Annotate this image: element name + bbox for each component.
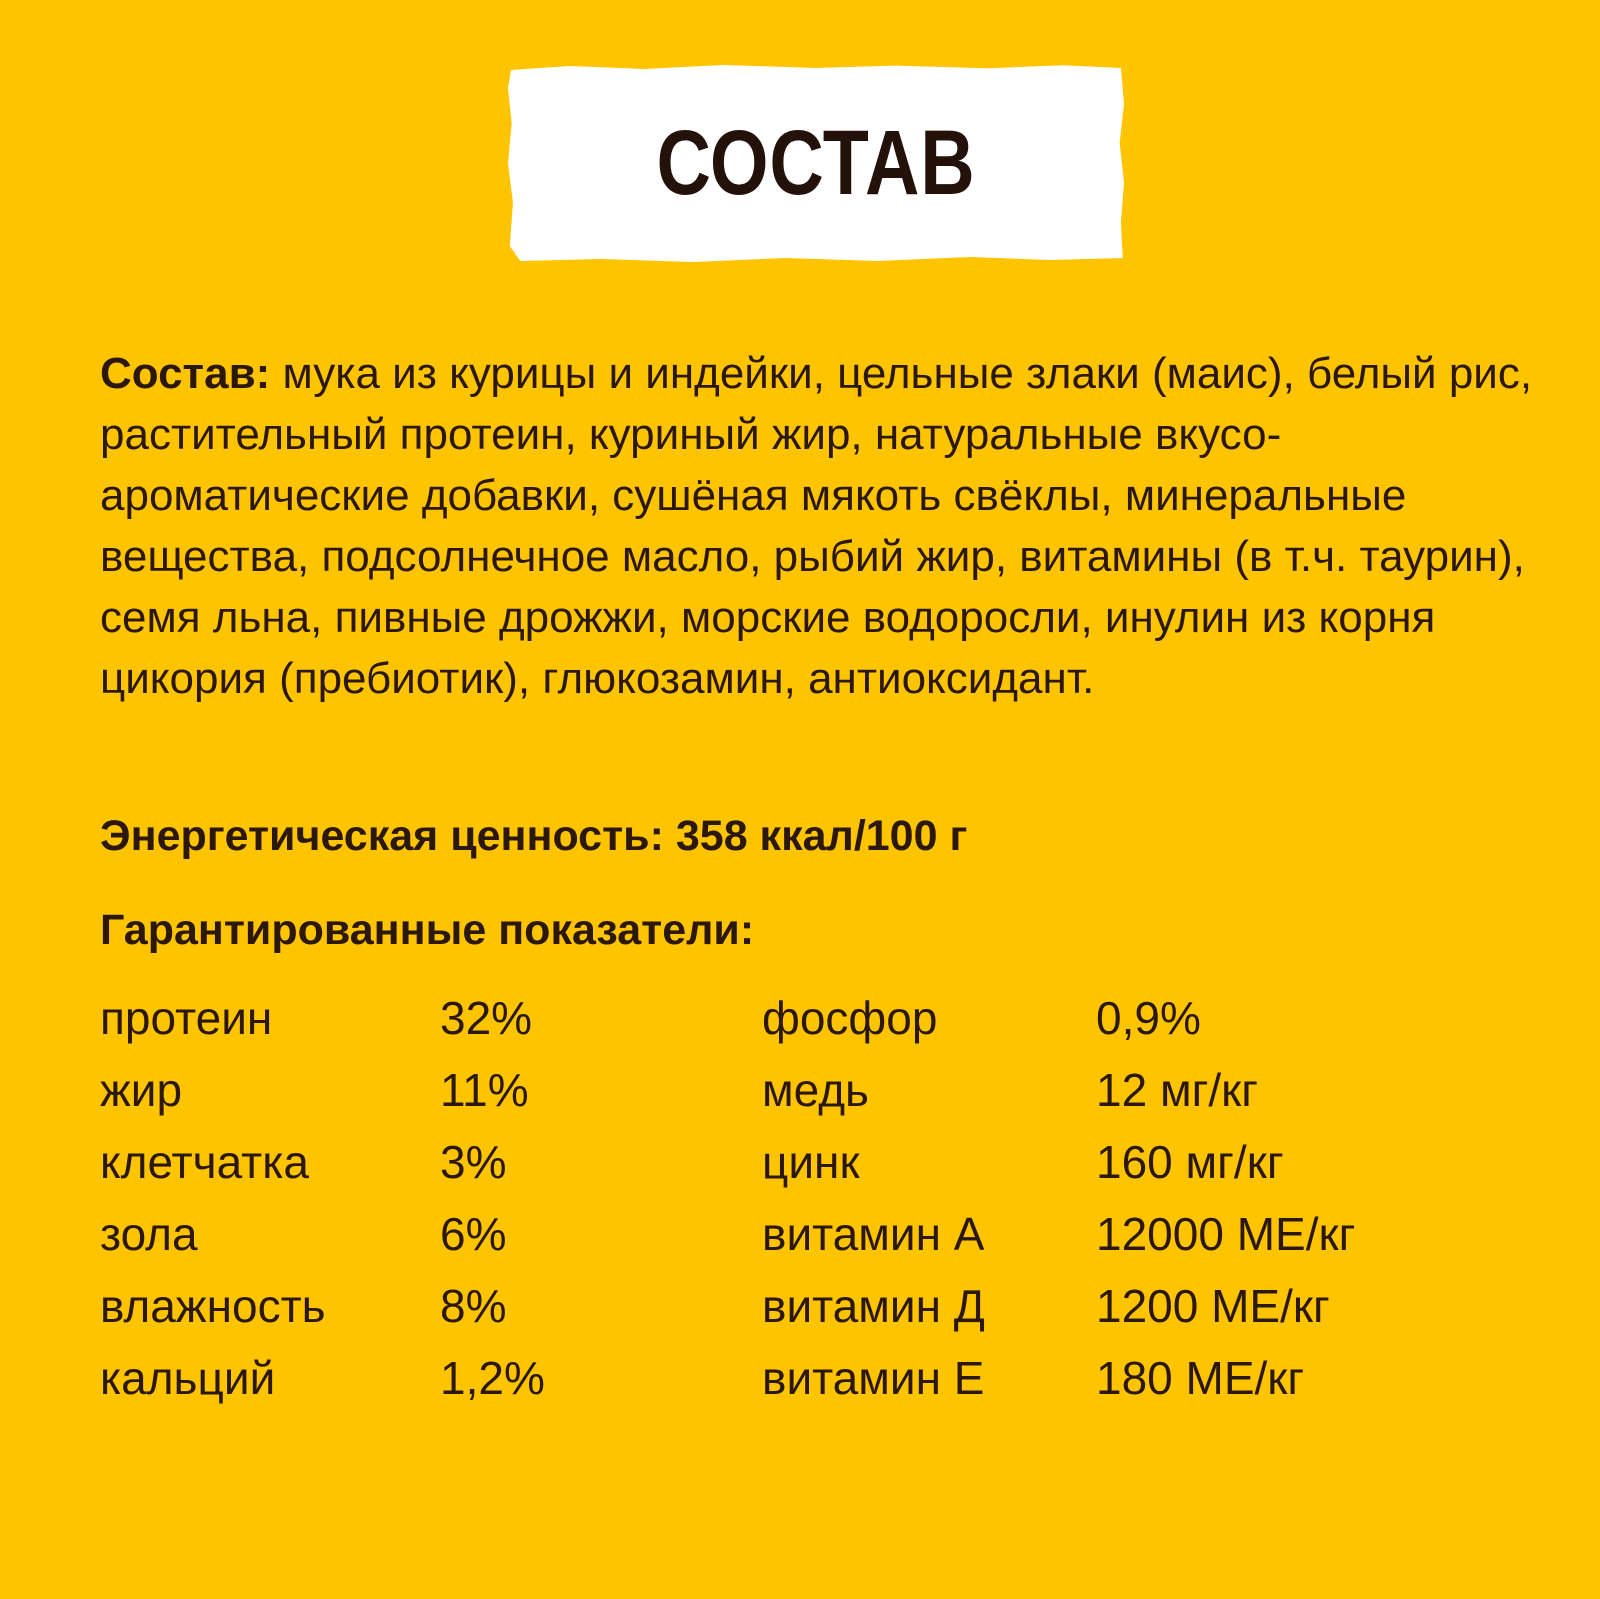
nutrient-value: 8% — [440, 1280, 507, 1332]
nutrient-name: цинк — [762, 1136, 860, 1188]
nutrient-value: 12 мг/кг — [1096, 1064, 1259, 1116]
energy-value: Энергетическая ценность: 358 ккал/100 г — [100, 812, 968, 860]
nutrient-value: 12000 МЕ/кг — [1096, 1208, 1356, 1260]
nutrient-name: клетчатка — [100, 1136, 309, 1188]
nutrient-value: 3% — [440, 1136, 507, 1188]
nutrient-value: 1200 МЕ/кг — [1096, 1280, 1330, 1332]
composition-paragraph — [100, 343, 1540, 709]
guaranteed-heading: Гарантированные показатели: — [100, 906, 755, 954]
nutrient-name: кальций — [100, 1352, 276, 1404]
nutrient-name: зола — [100, 1208, 198, 1260]
nutrient-value: 32% — [440, 992, 533, 1044]
nutrient-name: влажность — [100, 1280, 326, 1332]
composition-label: Состав: — [100, 349, 271, 398]
nutrient-name: витамин Е — [762, 1352, 985, 1404]
nutrient-value: 0,9% — [1096, 992, 1201, 1044]
nutrient-value: 180 МЕ/кг — [1096, 1352, 1305, 1404]
nutrient-name: витамин Д — [762, 1280, 985, 1332]
nutrient-name: медь — [762, 1064, 870, 1116]
page-title: СОСТАВ — [656, 111, 976, 214]
nutrient-value: 1,2% — [440, 1352, 545, 1404]
nutrient-value: 11% — [440, 1064, 529, 1116]
nutrient-value: 160 мг/кг — [1096, 1136, 1284, 1188]
nutrient-name: витамин А — [762, 1208, 985, 1260]
nutrient-value: 6% — [440, 1208, 507, 1260]
nutrient-name: фосфор — [762, 992, 938, 1044]
composition-text: мука из курицы и индейки, цельные злаки (маис), белый рис, растительный протеин, куриный жир, натуральные вкусо-ароматические добавки, сушёная мякоть свёклы, минеральные вещества, подсолнечное масло, рыбий жир, витамины (в т.ч. таурин), семя льна, пивные дрожжи, морские водоросли, инулин из корня цикория (пребиотик), глюкозамин, антиоксидант. — [100, 349, 1533, 703]
nutrient-name: протеин — [100, 992, 273, 1044]
nutrient-name: жир — [100, 1064, 183, 1116]
